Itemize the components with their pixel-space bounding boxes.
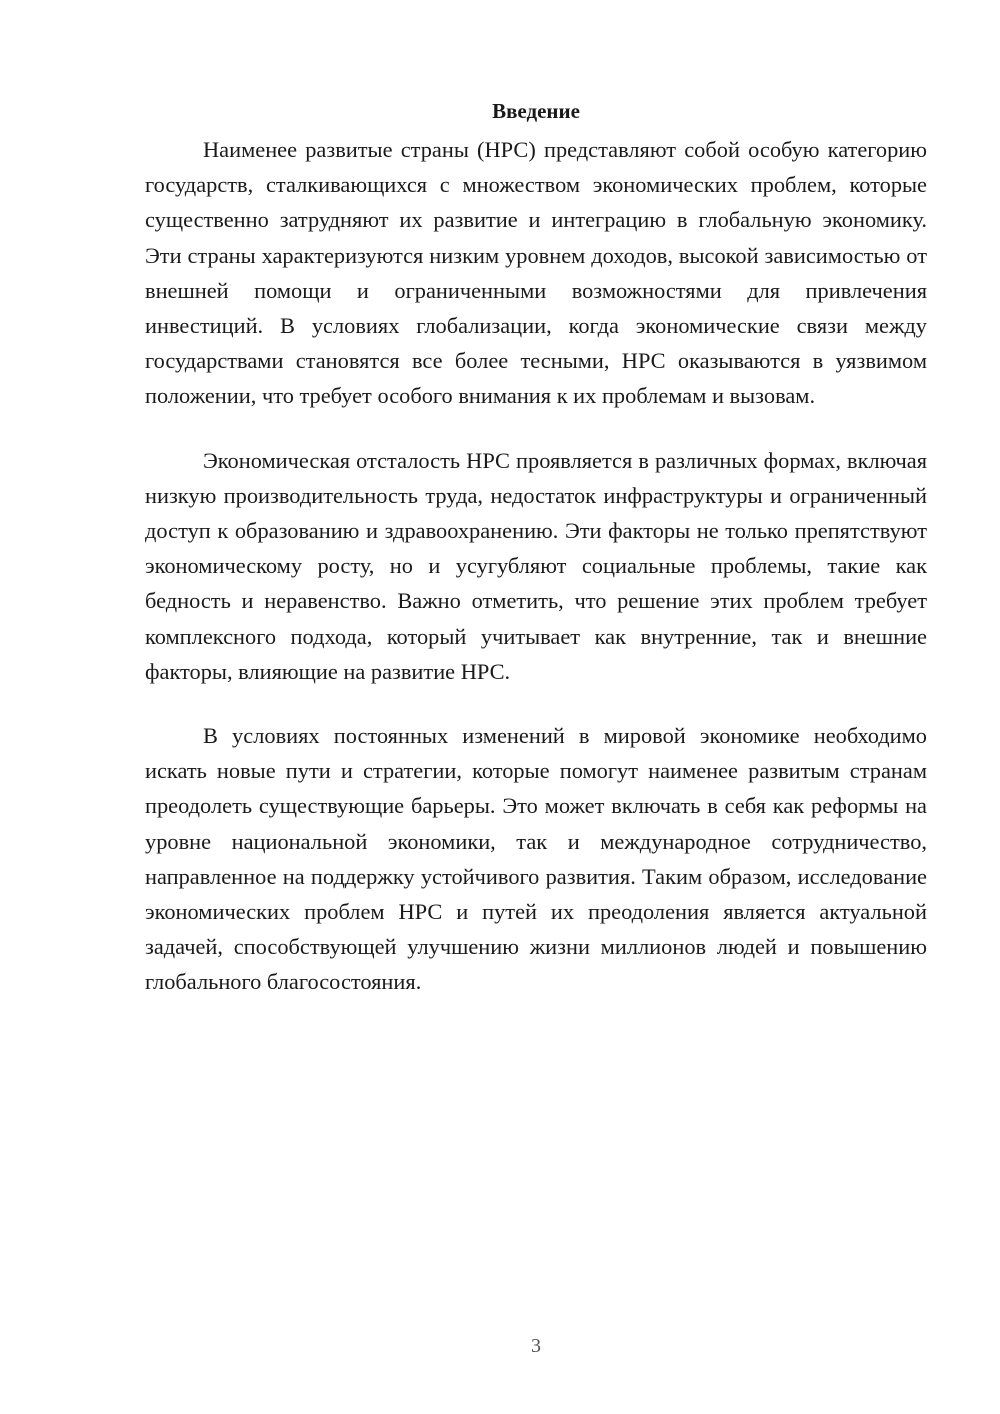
section-title: Введение bbox=[492, 99, 580, 123]
page-number: 3 bbox=[531, 1335, 541, 1357]
paragraph-1: Наименее развитые страны (НРС) представляют собой особую категорию государств, сталкивающихся с множеством экономических проблем, которые существенно затрудняют их развитие и интеграцию в глобальную экономику. Эти страны характеризуются низким уровнем доходов, высокой зависимостью от внешней помощи и ограниченными возможностями для привлечения инвестиций. В условиях глобализации, когда экономические связи между государствами становятся все более тесными, НРС оказываются в уязвимом положении, что требует особого внимания к их проблемам и вызовам. bbox=[145, 137, 927, 409]
page-content bbox=[145, 96, 927, 1029]
paragraph-3: В условиях постоянных изменений в мировой экономике необходимо искать новые пути и стратегии, которые помогут наименее развитым странам преодолеть существующие барьеры. Это может включать в себя как реформы на уровне национальной экономики, так и международное сотрудничество, направленное на поддержку устойчивого развития. Таким образом, исследование экономических проблем НРС и путей их преодоления является актуальной задачей, способствующей улучшению жизни миллионов людей и повышению глобального благосостояния. bbox=[145, 723, 927, 995]
paragraph-2: Экономическая отсталость НРС проявляется в различных формах, включая низкую производительность труда, недостаток инфраструктуры и ограниченный доступ к образованию и здравоохранению. Эти факторы не только препятствуют экономическому росту, но и усугубляют социальные проблемы, такие как бедность и неравенство. Важно отметить, что решение этих проблем требует комплексного подхода, который учитывает как внутренние, так и внешние факторы, влияющие на развитие НРС. bbox=[145, 447, 927, 684]
